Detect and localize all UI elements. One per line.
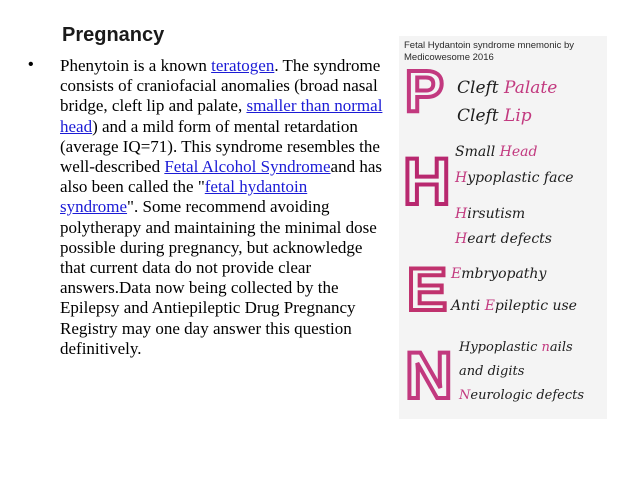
bullet-block — [28, 56, 384, 359]
mnemonic-image — [399, 36, 607, 419]
fetal-hydantoin-syndrome-link[interactable]: fetal hydantoin syndrome — [60, 177, 308, 217]
mnemonic-item: Embryopathy — [451, 266, 547, 282]
bullet-text-segment: ". Some recommend avoiding polytherapy and maintaining the minimal dose possible during pregnancy, but acknowledge that current data do not provide clear answers.Data now being collected by the Epilepsy and Antiepileptic Drug Pregnancy Registry may one day answer this question definitively. — [60, 197, 377, 358]
bullet-text-segment: . The syndrome consists of craniofacial anomalies (broad nasal bridge, cleft lip and palate, — [60, 56, 381, 116]
bullet-text-segment: ) and a mild form of mental retardation (average IQ=71). This syndrome resembles the well-described — [60, 116, 380, 177]
mnemonic-letter-e: E — [407, 256, 448, 323]
mnemonic-item: Hirsutism — [455, 206, 526, 222]
mnemonic-letter-n: N — [405, 338, 453, 412]
mnemonic-item: Anti Epileptic use — [451, 298, 577, 314]
mnemonic-item: Hypoplastic nails — [459, 340, 573, 355]
mnemonic-item: Cleft Palate — [457, 78, 558, 98]
smaller-than-normal-head-link[interactable]: smaller than normal head — [60, 96, 383, 136]
mnemonic-letter-h: H — [403, 144, 451, 218]
mnemonic-item: Small Head — [455, 144, 538, 160]
slide-title: Pregnancy — [62, 24, 165, 46]
mnemonic-item: Cleft Lip — [457, 106, 532, 126]
mnemonic-item: Hypoplastic face — [455, 170, 574, 186]
mnemonic-title-line-2: Medicowesome 2016 — [404, 52, 494, 63]
teratogen-link[interactable]: teratogen — [211, 56, 275, 75]
bullet-paragraph — [60, 56, 384, 359]
mnemonic-item: Neurologic defects — [459, 388, 585, 403]
fetal-alcohol-syndrome-link[interactable]: Fetal Alcohol Syndrome — [164, 157, 331, 177]
mnemonic-item: and digits — [459, 364, 525, 379]
mnemonic-item: Heart defects — [455, 231, 552, 247]
bullet-text-segment: Phenytoin is a known — [60, 56, 212, 75]
mnemonic-letter-p: P — [405, 59, 444, 124]
mnemonic-title-line-1: Fetal Hydantoin syndrome mnemonic by — [404, 40, 575, 51]
bullet-text-segment: and has also been called the " — [60, 157, 383, 197]
bullet-marker: • — [28, 56, 34, 73]
